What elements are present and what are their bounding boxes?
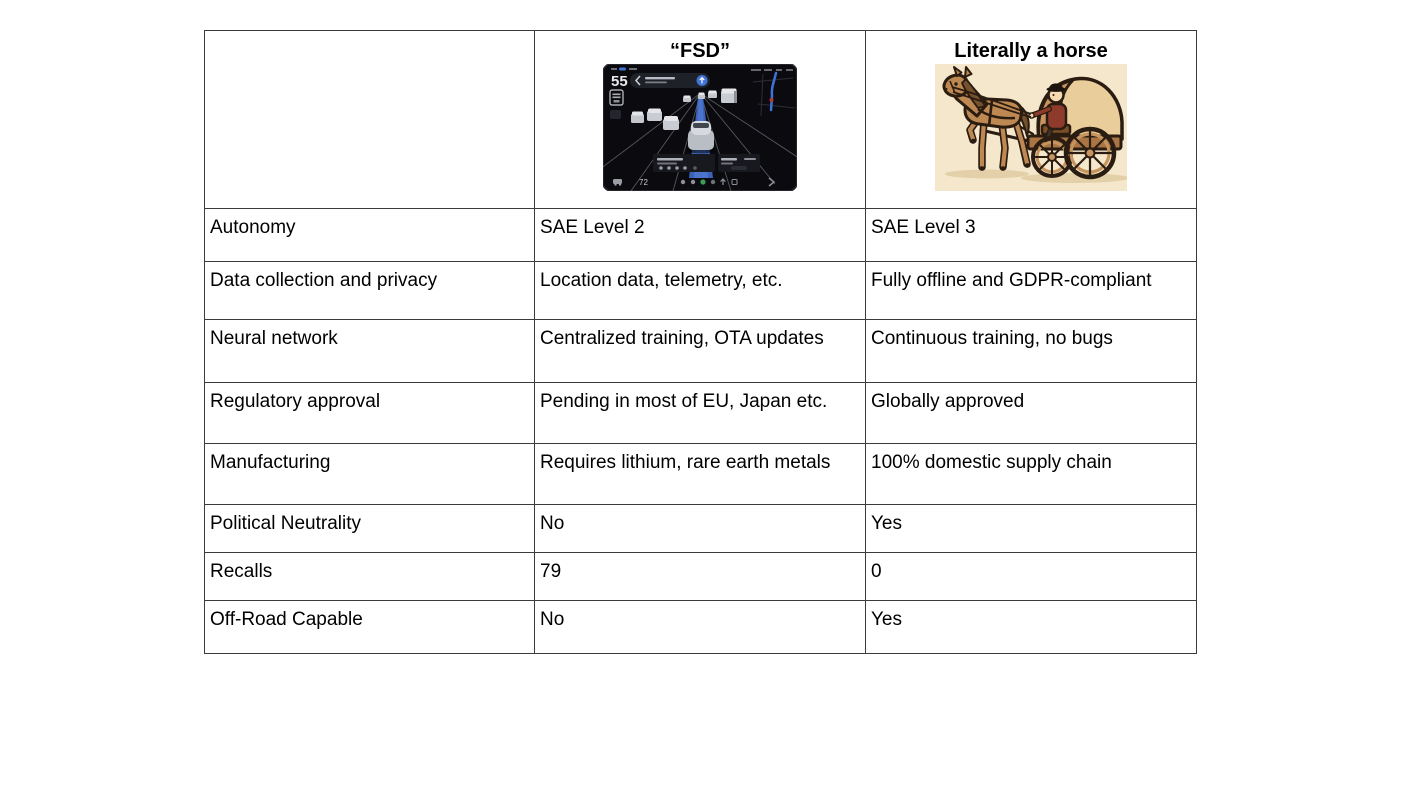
row-label-cell: [205, 505, 535, 553]
row-label: Manufacturing: [210, 452, 331, 473]
fsd-value: Requires lithium, rare earth metals: [540, 452, 831, 473]
fsd-value-cell: [535, 553, 866, 601]
row-label-cell: [205, 553, 535, 601]
horse-value: SAE Level 3: [871, 217, 976, 238]
navigation-banner: [630, 73, 710, 88]
horse-value: Yes: [871, 513, 902, 534]
row-label-cell: [205, 601, 535, 654]
header-cell-empty: [205, 31, 535, 209]
row-label-cell: [205, 320, 535, 383]
phone-icon: [700, 179, 705, 184]
fsd-value: No: [540, 513, 565, 534]
fsd-value-cell: [535, 444, 866, 505]
horse-eye: [954, 82, 957, 85]
horse-value-cell: [866, 262, 1197, 320]
column-title-horse: Literally a horse: [954, 40, 1108, 62]
fsd-value-cell: [535, 505, 866, 553]
fsd-value: Pending in most of EU, Japan etc.: [540, 391, 828, 412]
horse-value-cell: [866, 209, 1197, 262]
row-label-cell: [205, 262, 535, 320]
row-label-cell: [205, 209, 535, 262]
comparison-table: [204, 30, 1197, 654]
row-label: Autonomy: [210, 217, 296, 238]
fsd-value: 79: [540, 561, 562, 582]
temperature-value: 72: [639, 178, 648, 187]
fsd-value-cell: [535, 383, 866, 444]
fsd-value-cell: [535, 209, 866, 262]
row-label: Regulatory approval: [210, 391, 381, 412]
fsd-value-cell: [535, 262, 866, 320]
fsd-value-cell: [535, 601, 866, 654]
horse-carriage-image: [935, 64, 1127, 191]
tesla-fsd-screen-illustration: [603, 64, 797, 191]
horse-value: Yes: [871, 609, 902, 630]
speed-value: 55: [611, 73, 628, 90]
trip-panel: [718, 154, 760, 172]
horse-value-cell: [866, 383, 1197, 444]
ego-car: [687, 121, 715, 154]
fsd-value: SAE Level 2: [540, 217, 645, 238]
row-label: Neural network: [210, 328, 338, 349]
row-label: Data collection and privacy: [210, 270, 438, 291]
fsd-value: No: [540, 609, 565, 630]
horse-carriage-illustration: [935, 64, 1127, 191]
app-icon: [681, 180, 685, 184]
horse-value-cell: [866, 553, 1197, 601]
row-label: Political Neutrality: [210, 513, 361, 534]
horse-value-cell: [866, 505, 1197, 553]
row-label: Recalls: [210, 561, 273, 582]
row-label-cell: [205, 444, 535, 505]
horse-value: 0: [871, 561, 882, 582]
header-cell-horse: [866, 31, 1197, 209]
horse-value: Fully offline and GDPR-compliant: [871, 270, 1152, 291]
fsd-value: Location data, telemetry, etc.: [540, 270, 783, 291]
fsd-value-cell: [535, 320, 866, 383]
fsd-value: Centralized training, OTA updates: [540, 328, 824, 349]
map-pin-icon: [770, 98, 774, 102]
app-icon: [711, 180, 715, 184]
horse-value-cell: [866, 444, 1197, 505]
truck-box: [721, 89, 737, 104]
media-panel: [653, 154, 715, 172]
autopilot-icon: [610, 110, 621, 119]
horse-value-cell: [866, 601, 1197, 654]
column-title-fsd: “FSD”: [670, 40, 730, 62]
row-label-cell: [205, 383, 535, 444]
horse-value-cell: [866, 320, 1197, 383]
horse-value: Globally approved: [871, 391, 1025, 412]
fsd-screenshot-image: [603, 64, 797, 191]
horse-value: Continuous training, no bugs: [871, 328, 1113, 349]
row-label: Off-Road Capable: [210, 609, 363, 630]
app-icon: [691, 180, 695, 184]
rear-wheel: [1066, 129, 1114, 177]
header-cell-fsd: [535, 31, 866, 209]
horse-value: 100% domestic supply chain: [871, 452, 1112, 473]
